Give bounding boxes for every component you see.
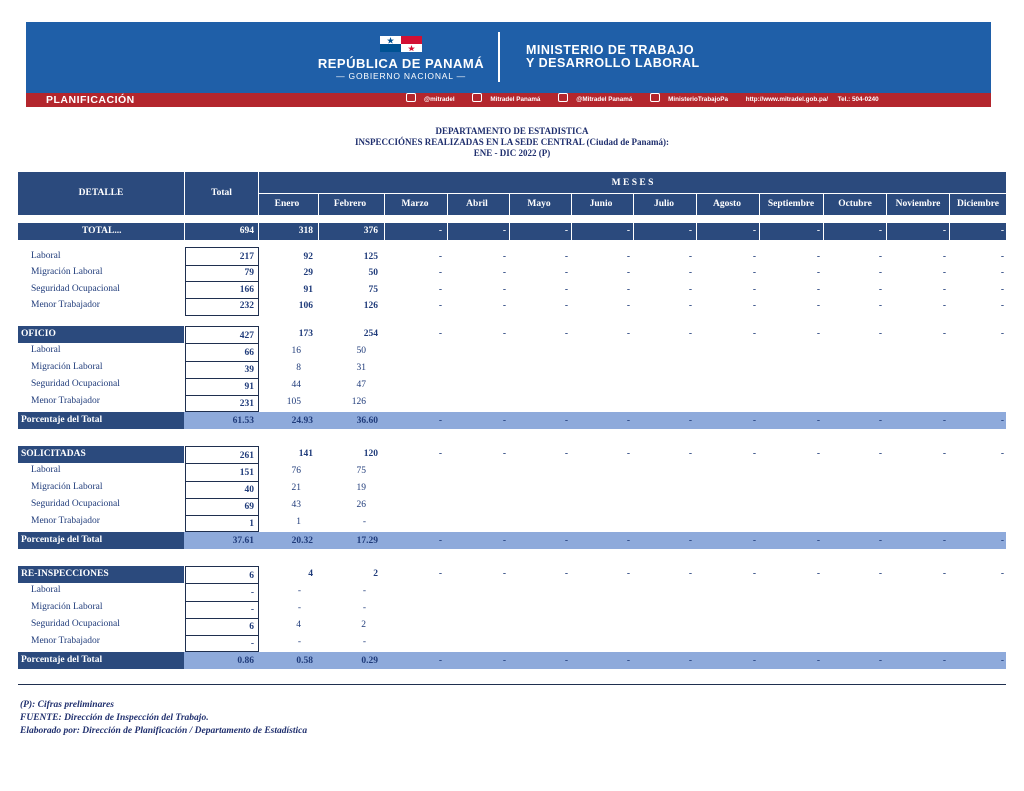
total-row-divider xyxy=(184,223,185,240)
section-row-label: Laboral xyxy=(31,465,61,475)
month-value: 91 xyxy=(303,285,313,295)
month-value: - xyxy=(564,536,568,546)
header-month-octubre: Octubre xyxy=(838,199,872,209)
month-value: - xyxy=(502,569,506,579)
month-value: 4 xyxy=(308,569,313,579)
month-value: - xyxy=(438,268,442,278)
month-value: - xyxy=(816,416,820,426)
section-row-month: 105 xyxy=(286,397,301,407)
section-label: OFICIO xyxy=(21,329,56,339)
panama-flag-icon xyxy=(380,36,422,52)
website-link[interactable]: http://www.mitradel.gob.pa/ xyxy=(745,96,829,103)
month-value: 376 xyxy=(363,226,378,236)
twitter-icon xyxy=(406,93,416,102)
month-value: - xyxy=(1000,226,1004,236)
section-row-label: Migración Laboral xyxy=(31,362,103,372)
month-value: - xyxy=(564,285,568,295)
month-value: - xyxy=(564,252,568,262)
section-row-line xyxy=(185,618,259,619)
section-row-label: Menor Trabajador xyxy=(31,636,100,646)
section-row-month: - xyxy=(297,603,301,613)
summary-row-label: Seguridad Ocupacional xyxy=(31,284,120,294)
section-row-label: Laboral xyxy=(31,585,61,595)
section-row-total: 69 xyxy=(244,502,254,512)
section-row-total: 66 xyxy=(244,348,254,358)
government-text: GOBIERNO NACIONAL xyxy=(348,71,454,81)
month-value: - xyxy=(438,536,442,546)
month-value: 173 xyxy=(298,329,313,339)
section-row-label: Seguridad Ocupacional xyxy=(31,499,120,509)
month-value: - xyxy=(878,536,882,546)
month-value: - xyxy=(878,285,882,295)
month-value: - xyxy=(878,268,882,278)
month-value: - xyxy=(688,329,692,339)
month-value: - xyxy=(688,416,692,426)
section-row-month: 16 xyxy=(291,346,301,356)
month-value: - xyxy=(626,268,630,278)
month-value: - xyxy=(752,268,756,278)
section-row-label: Menor Trabajador xyxy=(31,516,100,526)
month-value: - xyxy=(564,329,568,339)
section-row-month: 47 xyxy=(356,380,366,390)
section-row-month: - xyxy=(297,586,301,596)
youtube-text: MinisterioTrabajoPa xyxy=(668,96,728,103)
header-month-abril: Abril xyxy=(466,199,488,209)
month-value: - xyxy=(564,656,568,666)
section-row-label: Menor Trabajador xyxy=(31,396,100,406)
section-row-month: 4 xyxy=(296,620,301,630)
month-value: - xyxy=(688,569,692,579)
section-row-month: 26 xyxy=(356,500,366,510)
month-value: - xyxy=(816,226,820,236)
month-value: 75 xyxy=(368,285,378,295)
month-value: - xyxy=(942,656,946,666)
section-row-line xyxy=(185,481,259,482)
section-row-line xyxy=(185,395,259,396)
month-value: - xyxy=(878,416,882,426)
section-row-total: - xyxy=(250,588,254,598)
month-value: - xyxy=(438,329,442,339)
month-value: - xyxy=(942,449,946,459)
section-total: 6 xyxy=(249,571,254,581)
month-value: - xyxy=(688,536,692,546)
section-row-month: 76 xyxy=(291,466,301,476)
section-row-month: 50 xyxy=(356,346,366,356)
month-value: - xyxy=(816,656,820,666)
header-meses: M E S E S xyxy=(611,178,654,188)
summary-row-label: Laboral xyxy=(31,251,61,261)
month-value: - xyxy=(878,656,882,666)
month-value: - xyxy=(816,536,820,546)
section-bar xyxy=(26,93,991,107)
section-row-total: 39 xyxy=(244,365,254,375)
section-row-month: 75 xyxy=(356,466,366,476)
month-value: - xyxy=(626,449,630,459)
month-value: - xyxy=(688,449,692,459)
youtube-icon xyxy=(650,93,660,102)
month-value: - xyxy=(502,285,506,295)
percentage-total: 61.53 xyxy=(232,416,254,426)
section-row-month: 31 xyxy=(356,363,366,373)
title-line1: DEPARTAMENTO DE ESTADISTICA xyxy=(435,126,589,136)
month-value: - xyxy=(564,416,568,426)
month-value: - xyxy=(438,416,442,426)
section-row-month: - xyxy=(362,603,366,613)
month-value: - xyxy=(816,252,820,262)
header-month-septiembre: Septiembre xyxy=(767,199,815,209)
header-total: Total xyxy=(211,188,232,198)
section-row-total: 6 xyxy=(249,622,254,632)
month-value: - xyxy=(878,226,882,236)
section-row-month: - xyxy=(362,586,366,596)
month-value: - xyxy=(688,301,692,311)
month-value: - xyxy=(1000,268,1004,278)
header-month-diciembre: Diciembre xyxy=(956,199,1000,209)
section-row-line xyxy=(185,498,259,499)
ministry-line2: Y DESARROLLO LABORAL xyxy=(526,56,700,70)
month-value: - xyxy=(752,656,756,666)
month-value: - xyxy=(1000,329,1004,339)
youtube-link[interactable] xyxy=(650,96,736,103)
section-row-month: 8 xyxy=(296,363,301,373)
month-value: - xyxy=(752,569,756,579)
month-value: - xyxy=(564,268,568,278)
month-value: - xyxy=(942,536,946,546)
summary-row-label: Migración Laboral xyxy=(31,267,103,277)
section-row-month: 19 xyxy=(356,483,366,493)
month-value: - xyxy=(942,416,946,426)
month-value: - xyxy=(564,449,568,459)
section-total-line xyxy=(185,343,259,344)
month-value: 29 xyxy=(303,268,313,278)
month-value: - xyxy=(626,329,630,339)
section-total: 261 xyxy=(239,451,254,461)
section-row-month: 44 xyxy=(291,380,301,390)
header-month-noviembre: Noviembre xyxy=(895,199,941,209)
footer-author: Elaborado por: Dirección de Planificación / Departamento de Estadística xyxy=(20,726,308,736)
section-row-label: Seguridad Ocupacional xyxy=(31,379,120,389)
header-month-julio: Julio xyxy=(653,199,675,209)
summary-row-line xyxy=(185,298,259,299)
month-value: - xyxy=(502,329,506,339)
month-value: - xyxy=(942,329,946,339)
month-value: - xyxy=(438,285,442,295)
month-value: 24.93 xyxy=(291,416,313,426)
month-value: - xyxy=(942,252,946,262)
section-row-label: Laboral xyxy=(31,345,61,355)
month-value: - xyxy=(502,301,506,311)
month-value: 318 xyxy=(298,226,313,236)
month-value: - xyxy=(688,268,692,278)
month-value: - xyxy=(942,268,946,278)
month-value: 126 xyxy=(363,301,378,311)
total-row-label: TOTAL... xyxy=(82,226,122,236)
month-value: - xyxy=(752,252,756,262)
month-value: - xyxy=(752,301,756,311)
month-value: - xyxy=(688,656,692,666)
month-value: - xyxy=(688,226,692,236)
month-value: 106 xyxy=(298,301,313,311)
section-row-total: - xyxy=(250,605,254,615)
month-value: - xyxy=(438,252,442,262)
phone-text: Tel.: 504-0240 xyxy=(837,96,879,103)
month-value: - xyxy=(942,285,946,295)
month-value: - xyxy=(878,301,882,311)
month-value: - xyxy=(564,301,568,311)
month-value: - xyxy=(1000,416,1004,426)
month-value: 17.29 xyxy=(356,536,378,546)
instagram-link[interactable] xyxy=(558,96,640,103)
month-value: - xyxy=(502,656,506,666)
section-total-line xyxy=(185,463,259,464)
month-value: - xyxy=(502,226,506,236)
month-value: - xyxy=(502,268,506,278)
section-row-total: 1 xyxy=(249,519,254,529)
month-value: - xyxy=(438,569,442,579)
facebook-text: Mitradel Panamá xyxy=(490,96,541,103)
month-value: - xyxy=(1000,301,1004,311)
month-value: - xyxy=(752,449,756,459)
section-row-label: Migración Laboral xyxy=(31,482,103,492)
section-row-line xyxy=(185,515,259,516)
month-value: 141 xyxy=(298,449,313,459)
month-value: - xyxy=(1000,569,1004,579)
section-row-line xyxy=(185,378,259,379)
month-value: - xyxy=(816,449,820,459)
footer-note: (P): Cifras preliminares xyxy=(20,700,114,710)
month-value: - xyxy=(942,226,946,236)
header-month-marzo: Marzo xyxy=(401,199,429,209)
twitter-link[interactable] xyxy=(406,96,463,103)
month-value: - xyxy=(626,656,630,666)
section-row-total: 151 xyxy=(239,468,254,478)
month-value: 254 xyxy=(363,329,378,339)
section-row-month: 21 xyxy=(291,483,301,493)
summary-row-line xyxy=(185,281,259,282)
header-month-junio: Junio xyxy=(589,199,613,209)
percentage-label: Porcentaje del Total xyxy=(21,655,103,665)
month-value: - xyxy=(816,569,820,579)
section-row-month: 2 xyxy=(361,620,366,630)
percentage-total: 37.61 xyxy=(232,536,254,546)
instagram-text: @Mitradel Panamá xyxy=(576,96,633,103)
facebook-link[interactable] xyxy=(472,96,548,103)
header-month-mayo: Mayo xyxy=(527,199,551,209)
month-value: 125 xyxy=(363,252,378,262)
month-value: 0.58 xyxy=(296,656,313,666)
month-value: - xyxy=(752,329,756,339)
title-line3: ENE - DIC 2022 (P) xyxy=(473,148,551,158)
month-value: - xyxy=(878,329,882,339)
month-value: - xyxy=(502,536,506,546)
month-value: - xyxy=(1000,536,1004,546)
month-value: - xyxy=(752,226,756,236)
summary-row-total: 166 xyxy=(239,285,254,295)
month-value: - xyxy=(502,449,506,459)
percentage-total: 0.86 xyxy=(237,656,254,666)
month-value: - xyxy=(688,252,692,262)
instagram-icon xyxy=(558,93,568,102)
month-value: - xyxy=(942,569,946,579)
month-value: - xyxy=(816,329,820,339)
section-label: SOLICITADAS xyxy=(21,449,86,459)
month-value: 2 xyxy=(373,569,378,579)
month-value: 0.29 xyxy=(361,656,378,666)
month-value: - xyxy=(438,226,442,236)
section-row-month: - xyxy=(362,517,366,527)
month-value: - xyxy=(502,416,506,426)
month-value: - xyxy=(878,569,882,579)
month-value: - xyxy=(878,252,882,262)
month-value: - xyxy=(1000,656,1004,666)
footer-rule xyxy=(18,684,1006,685)
section-row-label: Seguridad Ocupacional xyxy=(31,619,120,629)
month-value: - xyxy=(626,285,630,295)
month-value: - xyxy=(438,449,442,459)
month-value: - xyxy=(816,268,820,278)
month-value: - xyxy=(502,252,506,262)
month-value: 20.32 xyxy=(291,536,313,546)
summary-row-total: 232 xyxy=(239,301,254,311)
section-row-total: 231 xyxy=(239,399,254,409)
month-value: - xyxy=(752,416,756,426)
percentage-label: Porcentaje del Total xyxy=(21,535,103,545)
month-value: - xyxy=(626,536,630,546)
summary-row-line xyxy=(185,265,259,266)
month-value: - xyxy=(438,301,442,311)
twitter-text: @mitradel xyxy=(424,96,455,103)
summary-row-total: 217 xyxy=(239,252,254,262)
section-row-month: 126 xyxy=(351,397,366,407)
header-banner xyxy=(26,22,991,93)
section-total: 427 xyxy=(239,331,254,341)
section-label: PLANIFICACIÓN xyxy=(46,94,135,106)
header-month-agosto: Agosto xyxy=(713,199,741,209)
month-value: - xyxy=(626,252,630,262)
header-detalle: DETALLE xyxy=(78,188,124,198)
month-value: - xyxy=(752,285,756,295)
month-value: 120 xyxy=(363,449,378,459)
month-value: - xyxy=(942,301,946,311)
social-links xyxy=(406,93,887,107)
footer-source: FUENTE: Dirección de Inspección del Trabajo. xyxy=(20,713,209,723)
section-row-month: 1 xyxy=(296,517,301,527)
section-row-label: Migración Laboral xyxy=(31,602,103,612)
ministry-line1: MINISTERIO DE TRABAJO xyxy=(526,43,695,57)
total-row-total: 694 xyxy=(239,226,254,236)
facebook-icon xyxy=(472,93,482,102)
month-value: - xyxy=(878,449,882,459)
section-row-total: 40 xyxy=(244,485,254,495)
month-value: - xyxy=(816,301,820,311)
section-row-month: - xyxy=(362,637,366,647)
month-value: - xyxy=(1000,285,1004,295)
month-value: - xyxy=(564,226,568,236)
section-label: RE-INSPECCIONES xyxy=(21,569,109,579)
section-row-month: - xyxy=(297,637,301,647)
section-total-line xyxy=(185,583,259,584)
month-value: - xyxy=(626,569,630,579)
month-value: - xyxy=(752,536,756,546)
section-row-line xyxy=(185,601,259,602)
month-value: - xyxy=(1000,449,1004,459)
month-value: 50 xyxy=(368,268,378,278)
title-line2: INSPECCIÓNES REALIZADAS EN LA SEDE CENTRAL (Ciudad de Panamá): xyxy=(354,137,670,147)
government-subtitle: — GOBIERNO NACIONAL — xyxy=(336,71,466,81)
ministry-title xyxy=(526,44,786,70)
section-row-total: - xyxy=(250,639,254,649)
month-value: - xyxy=(816,285,820,295)
month-value: - xyxy=(564,569,568,579)
section-row-total: 91 xyxy=(244,382,254,392)
month-value: 92 xyxy=(303,252,313,262)
summary-row-total: 79 xyxy=(244,268,254,278)
section-row-line xyxy=(185,635,259,636)
header-month-enero: Enero xyxy=(274,199,300,209)
section-row-month: 43 xyxy=(291,500,301,510)
month-value: - xyxy=(438,656,442,666)
percentage-label: Porcentaje del Total xyxy=(21,415,103,425)
banner-divider xyxy=(498,32,500,82)
summary-row-label: Menor Trabajador xyxy=(31,300,100,310)
header-month-febrero: Febrero xyxy=(333,199,367,209)
month-value: - xyxy=(626,226,630,236)
month-value: - xyxy=(1000,252,1004,262)
month-value: 36.60 xyxy=(356,416,378,426)
month-value: - xyxy=(688,285,692,295)
month-value: - xyxy=(626,416,630,426)
republic-title: REPÚBLICA DE PANAMÁ xyxy=(317,56,485,71)
section-row-line xyxy=(185,361,259,362)
month-value: - xyxy=(626,301,630,311)
